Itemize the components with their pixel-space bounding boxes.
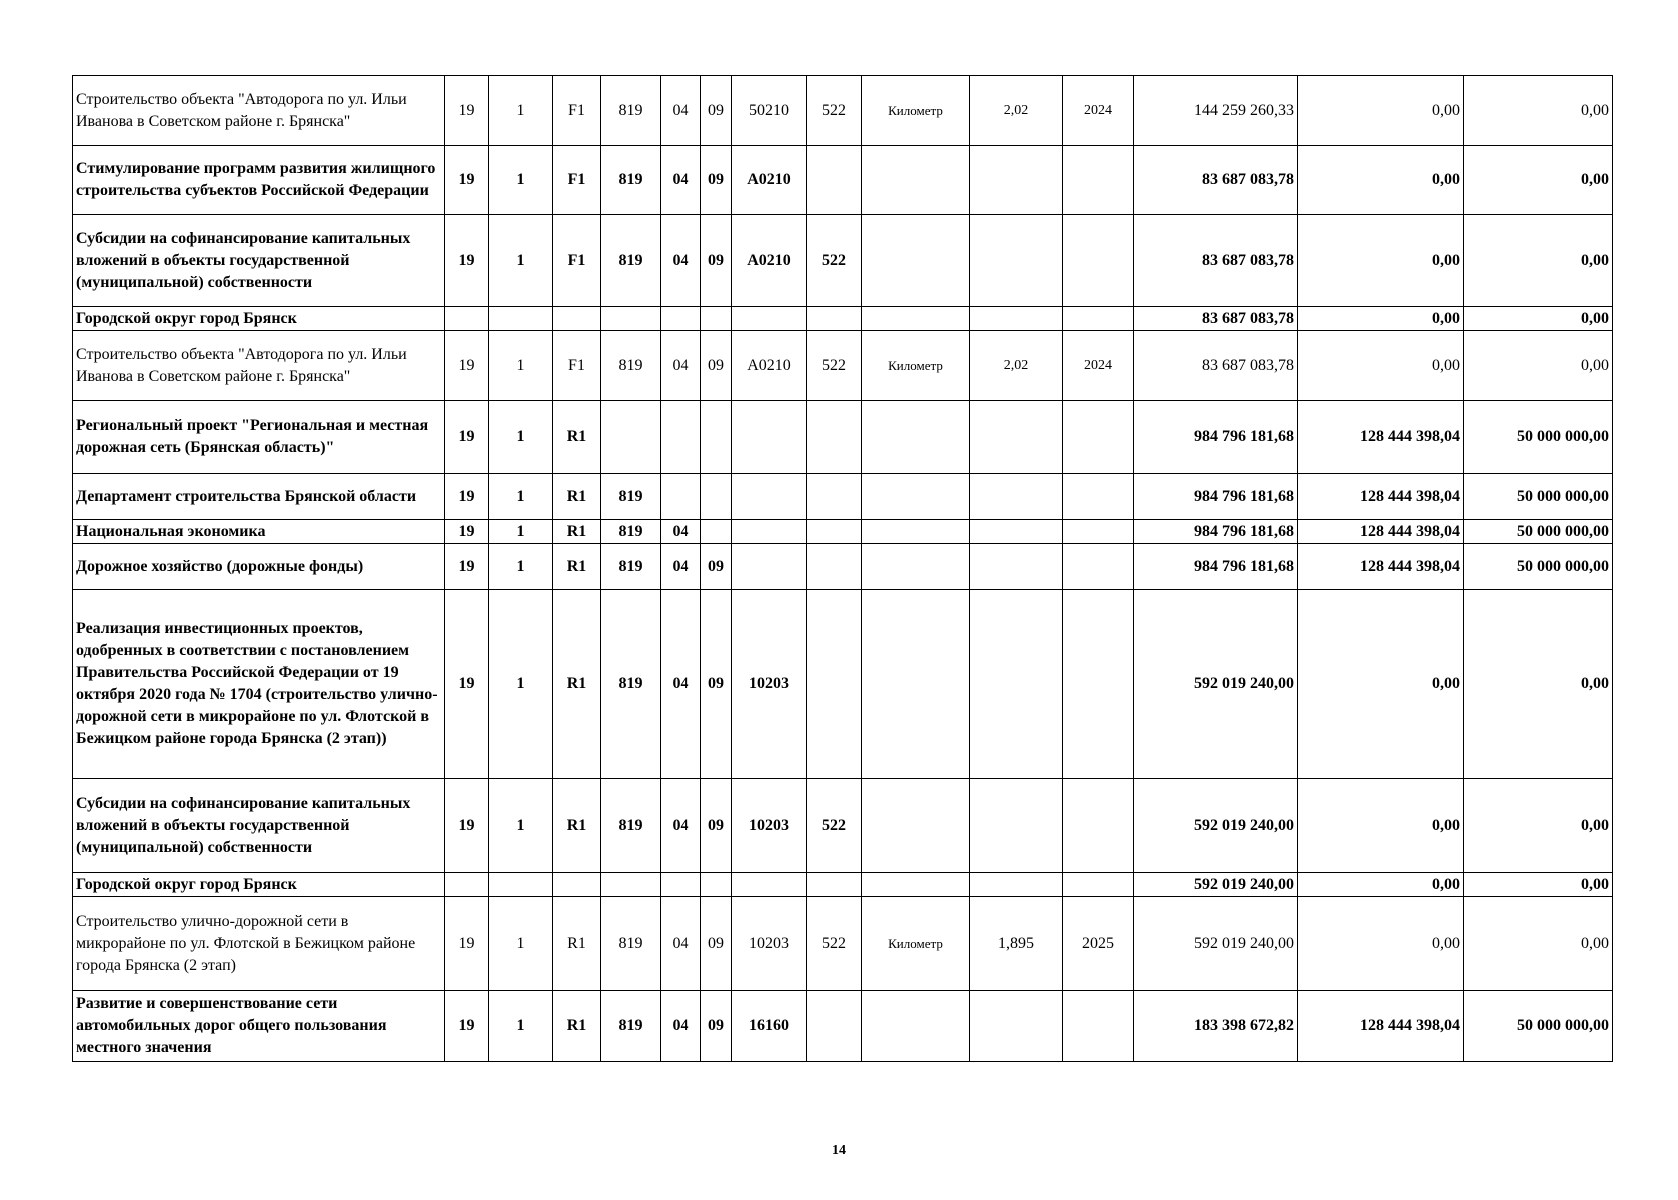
row-unit xyxy=(862,779,970,873)
row-quantity xyxy=(970,215,1063,307)
row-year xyxy=(1063,779,1134,873)
row-code-3: R1 xyxy=(553,590,601,779)
row-code-8: 522 xyxy=(807,897,862,991)
row-value-2: 128 444 398,04 xyxy=(1298,544,1464,590)
row-unit xyxy=(862,590,970,779)
table-row xyxy=(73,146,1613,215)
row-code-5: 04 xyxy=(661,146,701,215)
row-name: Региональный проект "Региональная и местная дорожная сеть (Брянская область)" xyxy=(73,401,445,474)
row-code-3 xyxy=(553,873,601,897)
row-code-8 xyxy=(807,146,862,215)
row-code-1 xyxy=(445,873,489,897)
row-value-2: 128 444 398,04 xyxy=(1298,520,1464,544)
row-unit xyxy=(862,520,970,544)
row-code-1: 19 xyxy=(445,146,489,215)
row-value-3: 0,00 xyxy=(1464,873,1613,897)
row-code-4: 819 xyxy=(601,76,661,146)
row-code-2: 1 xyxy=(489,474,553,520)
row-value-1: 984 796 181,68 xyxy=(1134,401,1298,474)
row-code-6: 09 xyxy=(701,590,732,779)
row-year xyxy=(1063,474,1134,520)
table-row xyxy=(73,331,1613,401)
table-row xyxy=(73,991,1613,1062)
row-code-5 xyxy=(661,873,701,897)
row-code-2: 1 xyxy=(489,76,553,146)
row-code-7 xyxy=(732,520,807,544)
row-quantity: 1,895 xyxy=(970,897,1063,991)
row-year xyxy=(1063,307,1134,331)
row-code-8 xyxy=(807,873,862,897)
row-code-8 xyxy=(807,520,862,544)
table-row xyxy=(73,544,1613,590)
row-code-3: R1 xyxy=(553,991,601,1062)
row-quantity xyxy=(970,520,1063,544)
row-code-3: F1 xyxy=(553,76,601,146)
row-unit xyxy=(862,474,970,520)
row-code-8: 522 xyxy=(807,331,862,401)
row-year xyxy=(1063,401,1134,474)
row-code-2: 1 xyxy=(489,544,553,590)
row-value-1: 592 019 240,00 xyxy=(1134,873,1298,897)
row-unit: Километр xyxy=(862,331,970,401)
row-name: Городской округ город Брянск xyxy=(73,873,445,897)
row-code-4: 819 xyxy=(601,991,661,1062)
row-code-2: 1 xyxy=(489,331,553,401)
row-code-5: 04 xyxy=(661,520,701,544)
row-value-1: 144 259 260,33 xyxy=(1134,76,1298,146)
row-code-7: 10203 xyxy=(732,779,807,873)
row-name: Городской округ город Брянск xyxy=(73,307,445,331)
row-year xyxy=(1063,544,1134,590)
row-quantity xyxy=(970,401,1063,474)
row-value-3: 50 000 000,00 xyxy=(1464,401,1613,474)
row-code-2: 1 xyxy=(489,991,553,1062)
row-value-1: 83 687 083,78 xyxy=(1134,215,1298,307)
row-code-1: 19 xyxy=(445,520,489,544)
table-row xyxy=(73,897,1613,991)
row-value-3: 0,00 xyxy=(1464,76,1613,146)
row-code-8 xyxy=(807,401,862,474)
row-value-2: 0,00 xyxy=(1298,779,1464,873)
row-code-3 xyxy=(553,307,601,331)
row-code-4 xyxy=(601,873,661,897)
row-quantity: 2,02 xyxy=(970,76,1063,146)
row-code-1: 19 xyxy=(445,779,489,873)
row-unit xyxy=(862,401,970,474)
row-code-2: 1 xyxy=(489,401,553,474)
row-name: Стимулирование программ развития жилищного строительства субъектов Российской Федерации xyxy=(73,146,445,215)
row-code-7 xyxy=(732,401,807,474)
row-value-1: 83 687 083,78 xyxy=(1134,307,1298,331)
row-year xyxy=(1063,520,1134,544)
row-code-8 xyxy=(807,307,862,331)
row-code-4 xyxy=(601,401,661,474)
row-value-2: 0,00 xyxy=(1298,590,1464,779)
row-name: Субсидии на софинансирование капитальных вложений в объекты государственной (муниципальной) собственности xyxy=(73,779,445,873)
row-code-5: 04 xyxy=(661,897,701,991)
row-code-5 xyxy=(661,401,701,474)
row-code-6 xyxy=(701,474,732,520)
row-name: Департамент строительства Брянской области xyxy=(73,474,445,520)
row-code-3: R1 xyxy=(553,401,601,474)
table-row xyxy=(73,307,1613,331)
row-code-4: 819 xyxy=(601,331,661,401)
row-code-6 xyxy=(701,520,732,544)
row-quantity: 2,02 xyxy=(970,331,1063,401)
row-value-2: 0,00 xyxy=(1298,215,1464,307)
row-unit: Километр xyxy=(862,76,970,146)
row-code-4: 819 xyxy=(601,474,661,520)
row-name: Строительство улично-дорожной сети в микрорайоне по ул. Флотской в Бежицком районе города Брянска (2 этап) xyxy=(73,897,445,991)
row-name: Развитие и совершенствование сети автомобильных дорог общего пользования местного значения xyxy=(73,991,445,1062)
row-value-1: 83 687 083,78 xyxy=(1134,146,1298,215)
row-code-5: 04 xyxy=(661,779,701,873)
table-row xyxy=(73,873,1613,897)
row-value-2: 0,00 xyxy=(1298,331,1464,401)
row-quantity xyxy=(970,146,1063,215)
row-value-3: 0,00 xyxy=(1464,897,1613,991)
row-quantity xyxy=(970,590,1063,779)
row-code-7: A0210 xyxy=(732,331,807,401)
row-code-1: 19 xyxy=(445,215,489,307)
row-code-5: 04 xyxy=(661,544,701,590)
row-value-1: 592 019 240,00 xyxy=(1134,590,1298,779)
row-value-3: 50 000 000,00 xyxy=(1464,474,1613,520)
row-value-1: 984 796 181,68 xyxy=(1134,544,1298,590)
row-code-6: 09 xyxy=(701,544,732,590)
row-code-6 xyxy=(701,401,732,474)
row-code-8: 522 xyxy=(807,215,862,307)
row-code-1: 19 xyxy=(445,544,489,590)
row-year xyxy=(1063,873,1134,897)
row-code-3: R1 xyxy=(553,474,601,520)
row-value-1: 984 796 181,68 xyxy=(1134,474,1298,520)
table-row xyxy=(73,215,1613,307)
row-code-6: 09 xyxy=(701,331,732,401)
row-code-3: F1 xyxy=(553,215,601,307)
row-code-5: 04 xyxy=(661,331,701,401)
row-name: Строительство объекта "Автодорога по ул. Ильи Иванова в Советском районе г. Брянска" xyxy=(73,76,445,146)
row-value-3: 0,00 xyxy=(1464,590,1613,779)
row-code-3: R1 xyxy=(553,779,601,873)
row-name: Национальная экономика xyxy=(73,520,445,544)
row-code-1: 19 xyxy=(445,474,489,520)
row-code-2: 1 xyxy=(489,897,553,991)
row-unit xyxy=(862,215,970,307)
row-unit xyxy=(862,146,970,215)
row-code-7: 10203 xyxy=(732,590,807,779)
row-code-6 xyxy=(701,307,732,331)
row-value-2: 128 444 398,04 xyxy=(1298,474,1464,520)
row-value-1: 592 019 240,00 xyxy=(1134,897,1298,991)
row-code-5: 04 xyxy=(661,76,701,146)
row-value-3: 0,00 xyxy=(1464,307,1613,331)
row-code-1: 19 xyxy=(445,590,489,779)
row-value-2: 0,00 xyxy=(1298,307,1464,331)
row-value-3: 0,00 xyxy=(1464,779,1613,873)
table-row xyxy=(73,76,1613,146)
row-code-5: 04 xyxy=(661,991,701,1062)
row-value-1: 183 398 672,82 xyxy=(1134,991,1298,1062)
row-name: Реализация инвестиционных проектов, одобренных в соответствии с постановлением Правительства Российской Федерации от 19 октября 2020 года № 1704 (строительство улично-дорожной сети в микрорайоне по ул. Флотской в Бежицком районе города Брянска (2 этап)) xyxy=(73,590,445,779)
row-quantity xyxy=(970,779,1063,873)
row-code-7: 10203 xyxy=(732,897,807,991)
row-code-2: 1 xyxy=(489,779,553,873)
row-code-7: A0210 xyxy=(732,215,807,307)
row-year: 2024 xyxy=(1063,76,1134,146)
row-name: Субсидии на софинансирование капитальных вложений в объекты государственной (муниципальной) собственности xyxy=(73,215,445,307)
row-value-3: 0,00 xyxy=(1464,146,1613,215)
row-code-4: 819 xyxy=(601,544,661,590)
row-value-2: 0,00 xyxy=(1298,873,1464,897)
row-code-6: 09 xyxy=(701,991,732,1062)
row-code-7 xyxy=(732,307,807,331)
row-code-8 xyxy=(807,991,862,1062)
row-quantity xyxy=(970,474,1063,520)
row-code-5 xyxy=(661,474,701,520)
row-code-1: 19 xyxy=(445,331,489,401)
row-code-3: R1 xyxy=(553,544,601,590)
row-code-6: 09 xyxy=(701,146,732,215)
row-unit xyxy=(862,544,970,590)
row-code-8: 522 xyxy=(807,76,862,146)
row-code-7: 16160 xyxy=(732,991,807,1062)
row-code-1: 19 xyxy=(445,76,489,146)
row-code-7 xyxy=(732,544,807,590)
table-row xyxy=(73,779,1613,873)
row-code-3: R1 xyxy=(553,897,601,991)
row-code-7: A0210 xyxy=(732,146,807,215)
row-year xyxy=(1063,991,1134,1062)
row-code-4: 819 xyxy=(601,779,661,873)
page-number: 14 xyxy=(832,1143,846,1158)
row-code-4: 819 xyxy=(601,215,661,307)
row-quantity xyxy=(970,873,1063,897)
table-row xyxy=(73,590,1613,779)
row-code-6: 09 xyxy=(701,215,732,307)
row-value-2: 0,00 xyxy=(1298,76,1464,146)
row-code-3: F1 xyxy=(553,146,601,215)
row-value-3: 0,00 xyxy=(1464,331,1613,401)
row-code-5 xyxy=(661,307,701,331)
row-code-4 xyxy=(601,307,661,331)
row-value-1: 592 019 240,00 xyxy=(1134,779,1298,873)
table-row xyxy=(73,474,1613,520)
row-code-4: 819 xyxy=(601,590,661,779)
row-name: Строительство объекта "Автодорога по ул. Ильи Иванова в Советском районе г. Брянска" xyxy=(73,331,445,401)
row-year: 2024 xyxy=(1063,331,1134,401)
row-unit xyxy=(862,873,970,897)
row-code-4: 819 xyxy=(601,897,661,991)
row-code-2: 1 xyxy=(489,146,553,215)
row-value-3: 50 000 000,00 xyxy=(1464,991,1613,1062)
table-row xyxy=(73,520,1613,544)
row-code-8: 522 xyxy=(807,779,862,873)
row-value-2: 128 444 398,04 xyxy=(1298,401,1464,474)
row-code-6 xyxy=(701,873,732,897)
row-code-1: 19 xyxy=(445,991,489,1062)
row-value-1: 984 796 181,68 xyxy=(1134,520,1298,544)
row-unit: Километр xyxy=(862,897,970,991)
row-code-5: 04 xyxy=(661,590,701,779)
row-code-6: 09 xyxy=(701,76,732,146)
row-code-1: 19 xyxy=(445,401,489,474)
row-code-8 xyxy=(807,590,862,779)
row-code-2 xyxy=(489,873,553,897)
row-code-3: F1 xyxy=(553,331,601,401)
row-unit xyxy=(862,307,970,331)
row-year xyxy=(1063,215,1134,307)
budget-table xyxy=(72,75,1613,1062)
row-year xyxy=(1063,590,1134,779)
row-code-7: 50210 xyxy=(732,76,807,146)
row-quantity xyxy=(970,991,1063,1062)
row-code-2: 1 xyxy=(489,520,553,544)
row-code-8 xyxy=(807,474,862,520)
row-value-2: 128 444 398,04 xyxy=(1298,991,1464,1062)
row-code-4: 819 xyxy=(601,146,661,215)
row-code-1: 19 xyxy=(445,897,489,991)
row-code-3: R1 xyxy=(553,520,601,544)
row-value-3: 50 000 000,00 xyxy=(1464,544,1613,590)
row-value-3: 50 000 000,00 xyxy=(1464,520,1613,544)
row-unit xyxy=(862,991,970,1062)
row-code-1 xyxy=(445,307,489,331)
row-code-7 xyxy=(732,873,807,897)
row-value-1: 83 687 083,78 xyxy=(1134,331,1298,401)
row-value-2: 0,00 xyxy=(1298,146,1464,215)
row-name: Дорожное хозяйство (дорожные фонды) xyxy=(73,544,445,590)
table-row xyxy=(73,401,1613,474)
row-quantity xyxy=(970,544,1063,590)
row-quantity xyxy=(970,307,1063,331)
row-code-4: 819 xyxy=(601,520,661,544)
row-value-2: 0,00 xyxy=(1298,897,1464,991)
row-value-3: 0,00 xyxy=(1464,215,1613,307)
row-year xyxy=(1063,146,1134,215)
row-code-7 xyxy=(732,474,807,520)
row-code-2: 1 xyxy=(489,590,553,779)
row-code-2 xyxy=(489,307,553,331)
row-code-8 xyxy=(807,544,862,590)
row-year: 2025 xyxy=(1063,897,1134,991)
row-code-6: 09 xyxy=(701,897,732,991)
row-code-6: 09 xyxy=(701,779,732,873)
row-code-2: 1 xyxy=(489,215,553,307)
row-code-5: 04 xyxy=(661,215,701,307)
